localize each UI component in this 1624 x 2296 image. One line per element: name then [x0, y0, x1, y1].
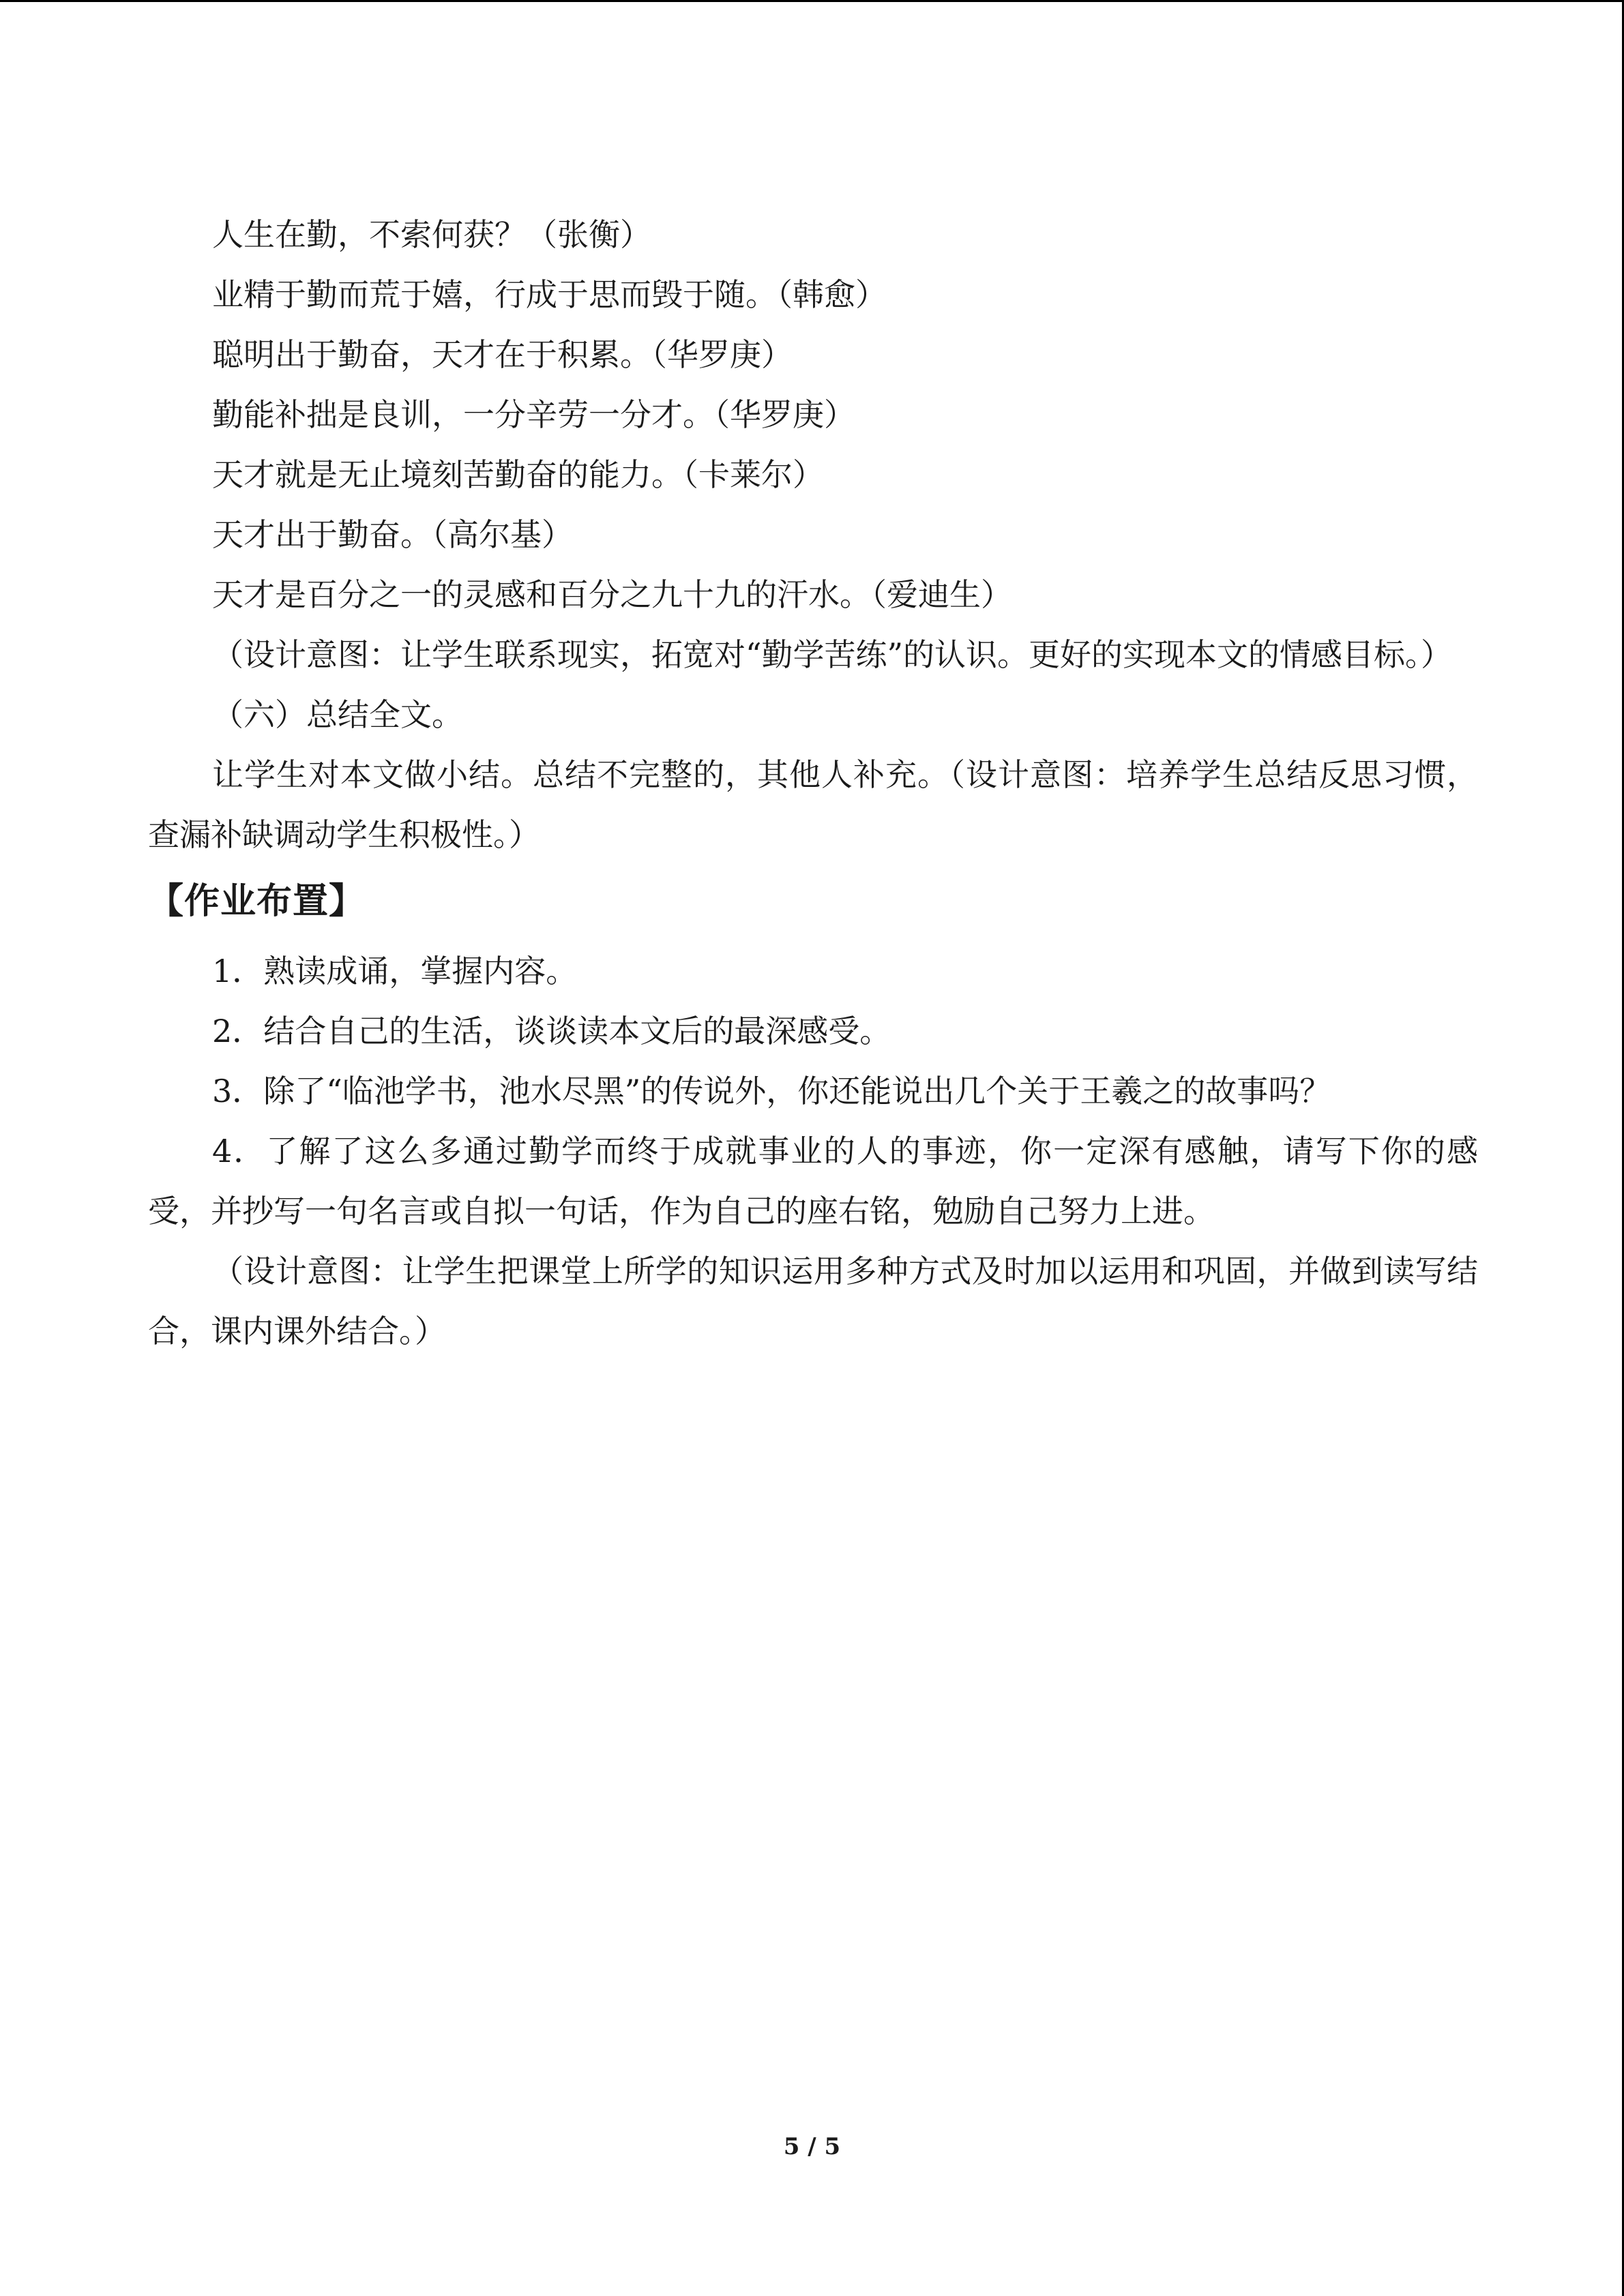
page-number: 5 / 5 — [783, 2133, 841, 2160]
quote-line: 天才就是无止境刻苦勤奋的能力。（卡莱尔） — [212, 456, 824, 493]
homework-item: 3．除了“临池学书，池水尽黑”的传说外，你还能说出几个关于王羲之的故事吗？ — [212, 1073, 1331, 1109]
document-body — [148, 205, 1478, 1361]
homework-item: 2．结合自己的生活，谈谈读本文后的最深感受。 — [212, 1013, 891, 1049]
quote-line: 天才出于勤奋。（高尔基） — [212, 516, 573, 553]
design-intent-paragraph: （设计意图：让学生联系现实，拓宽对“勤学苦练”的认识。更好的实现本文的情感目标。） — [212, 636, 1453, 673]
quote-line: 天才是百分之一的灵感和百分之九十九的汗水。（爱迪生） — [212, 576, 1012, 613]
homework-heading: 【作业布置】 — [148, 881, 366, 922]
section-title: （六）总结全文。 — [212, 696, 463, 733]
quote-line: 业精于勤而荒于嬉，行成于思而毁于随。（韩愈） — [212, 276, 887, 313]
quote-line: 人生在勤，不索何获？（张衡） — [212, 216, 651, 253]
quote-line: 聪明出于勤奋，天才在于积累。（华罗庚） — [212, 336, 793, 373]
homework-item: 4．了解了这么多通过勤学而终于成就事业的人的事迹，你一定深有感触，请写下你的感受，并抄写一句名言或自拟一句话，作为自己的座右铭，勉励自己努力上进。 — [148, 1133, 1478, 1229]
homework-item: 1．熟读成诵，掌握内容。 — [212, 953, 578, 989]
summary-paragraph: 让学生对本文做小结。总结不完整的，其他人补充。（设计意图：培养学生总结反思习惯，查漏补缺调动学生积极性。） — [148, 756, 1478, 853]
quote-line: 勤能补拙是良训，一分辛劳一分才。（华罗庚） — [212, 396, 855, 433]
design-intent-paragraph: （设计意图：让学生把课堂上所学的知识运用多种方式及时加以运用和巩固，并做到读写结合，课内课外结合。） — [148, 1253, 1478, 1350]
